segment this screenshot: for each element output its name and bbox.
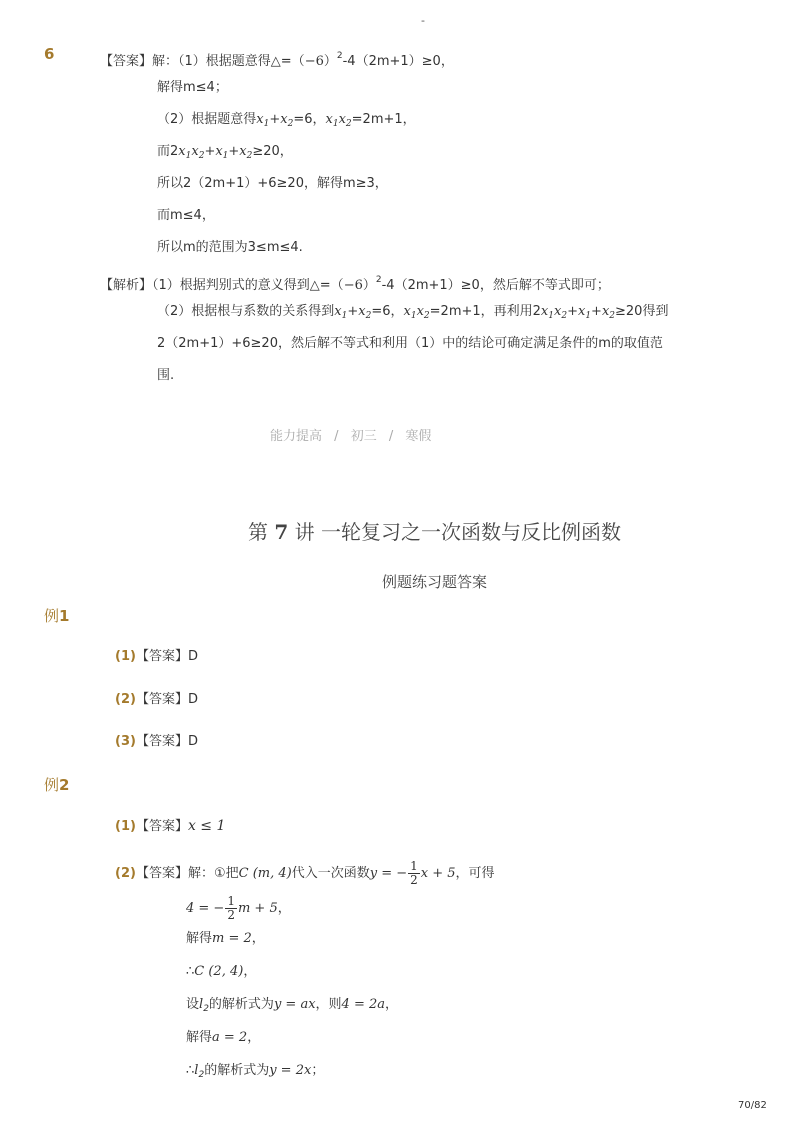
item-number: (2) bbox=[115, 692, 136, 707]
answer-line-6: 而m≤4， bbox=[157, 208, 215, 223]
math-x1x2: $x_1x_2$ bbox=[325, 112, 352, 129]
footer-part-2: 初三 bbox=[350, 429, 377, 444]
denominator: 2 bbox=[227, 908, 235, 922]
footer-separator: / bbox=[334, 429, 339, 444]
denominator: 2 bbox=[410, 873, 418, 887]
math: x + 5 bbox=[420, 866, 456, 881]
math: −6 bbox=[304, 54, 324, 69]
example-2-item-2-line-2 bbox=[186, 895, 291, 922]
text: 例 bbox=[44, 607, 60, 625]
answer-value: D bbox=[187, 692, 198, 707]
answer-line-4 bbox=[157, 142, 293, 166]
answer-line-1 bbox=[100, 46, 454, 72]
subscript: 2 bbox=[203, 1004, 209, 1014]
answer-line-2: 解得m≤4； bbox=[157, 80, 228, 95]
text: 代入一次函数 bbox=[291, 866, 370, 881]
example-2-item-1 bbox=[115, 816, 225, 837]
text: =2m+1，再利用2 bbox=[429, 304, 541, 319]
numerator: 1 bbox=[227, 894, 235, 908]
text: =2m+1， bbox=[351, 112, 416, 127]
text: ， bbox=[247, 1030, 261, 1045]
text: ） bbox=[362, 278, 376, 293]
answer-tag: 【答案】 bbox=[135, 866, 188, 881]
math-x1-plus-x2: $x_1+x_2$ bbox=[256, 112, 294, 129]
page-number: 70/82 bbox=[738, 1100, 767, 1111]
superscript: 2 bbox=[375, 275, 382, 285]
footer-separator: / bbox=[388, 429, 394, 444]
answer-value: D bbox=[187, 734, 198, 749]
example-number: 2 bbox=[59, 776, 70, 794]
answer-value: x ≤ 1 bbox=[187, 818, 226, 834]
item-number: (2) bbox=[115, 866, 136, 881]
example-number: 1 bbox=[59, 607, 70, 625]
text: （1）根据判别式的意义得到△=（ bbox=[152, 278, 344, 293]
text: ， bbox=[385, 997, 399, 1012]
answer-tag: 【答案】 bbox=[135, 734, 188, 749]
fraction bbox=[408, 860, 420, 887]
text: ∴ bbox=[186, 964, 195, 979]
footer-part-1: 能力提高 bbox=[270, 429, 323, 444]
analysis-tag: 【解析】 bbox=[100, 278, 153, 293]
text: 解得 bbox=[186, 931, 213, 946]
text: 设 bbox=[186, 997, 200, 1012]
text: ， bbox=[251, 931, 265, 946]
math: y = − bbox=[369, 866, 408, 881]
math-expression: $x_1x_2+x_1+x_2$ bbox=[540, 304, 616, 321]
math-x1x2: $x_1x_2$ bbox=[403, 304, 430, 321]
text: 解得 bbox=[186, 1030, 213, 1045]
example-2-item-2-line-6 bbox=[186, 1028, 260, 1048]
math: C (2, 4) bbox=[194, 964, 244, 979]
answer-tag: 【答案】 bbox=[135, 692, 188, 707]
text: ，则 bbox=[315, 997, 342, 1012]
math: a = 2 bbox=[212, 1030, 248, 1045]
math: −6 bbox=[343, 278, 363, 293]
answer-tag: 【答案】 bbox=[135, 649, 188, 664]
example-2-item-2-line-4 bbox=[186, 962, 256, 982]
text: ，可得 bbox=[455, 866, 495, 881]
math-expression: $x_1x_2+x_1+x_2$ bbox=[178, 144, 253, 161]
text: ∴ bbox=[186, 1063, 195, 1078]
text: 例 bbox=[44, 776, 60, 794]
text: 的解析式为 bbox=[208, 997, 274, 1012]
example-2-item-2-line-5 bbox=[186, 995, 398, 1019]
subscript: 2 bbox=[198, 1070, 205, 1080]
text: （2）根据题意得 bbox=[157, 112, 257, 127]
text: -4（2m+1）≥0， bbox=[342, 54, 454, 69]
text: 第 bbox=[248, 520, 268, 544]
math: m + 5 bbox=[237, 901, 278, 916]
text: ≥20得到 bbox=[615, 304, 669, 319]
text: 讲 一轮复习之一次函数与反比例函数 bbox=[294, 520, 621, 544]
text: ， bbox=[277, 901, 291, 916]
text: （2）根据根与系数的关系得到 bbox=[157, 304, 335, 319]
example-2-item-2-line-7 bbox=[186, 1061, 324, 1085]
text: =6， bbox=[293, 112, 326, 127]
math-x1-plus-x2: $x_1+x_2$ bbox=[334, 304, 372, 321]
text: ） bbox=[323, 54, 337, 69]
math: y = ax bbox=[273, 997, 316, 1012]
analysis-line-3: 2（2m+1）+6≥20，然后解不等式和利用（1）中的结论可确定满足条件的m的取值范 bbox=[157, 336, 663, 351]
lecture-title bbox=[248, 516, 621, 545]
text: 的解析式为 bbox=[204, 1063, 270, 1078]
analysis-line-4: 围. bbox=[157, 368, 175, 383]
text: 而2 bbox=[157, 144, 179, 159]
example-2-item-2-line-1 bbox=[115, 860, 495, 887]
fraction bbox=[225, 895, 237, 922]
math: y = 2x bbox=[269, 1063, 312, 1078]
text: 解：①把 bbox=[187, 866, 239, 881]
answer-tag: 【答案】 bbox=[135, 819, 188, 834]
math: l bbox=[199, 997, 204, 1012]
answer-line-5: 所以2（2m+1）+6≥20，解得m≥3， bbox=[157, 176, 388, 191]
item-number: (3) bbox=[115, 734, 136, 749]
top-mark: - bbox=[421, 14, 425, 27]
math: 4 = 2a bbox=[341, 997, 385, 1012]
item-number: (1) bbox=[115, 819, 136, 834]
question-number: 6 bbox=[44, 45, 55, 63]
example-1-item-3 bbox=[115, 732, 198, 752]
answer-line-7: 所以m的范围为3≤m≤4. bbox=[157, 240, 303, 255]
example-1-item-2 bbox=[115, 690, 198, 710]
text: 解：（1）根据题意得△=（ bbox=[152, 54, 305, 69]
text: ， bbox=[243, 964, 257, 979]
text: ； bbox=[311, 1063, 325, 1078]
answer-tag: 【答案】 bbox=[100, 54, 153, 69]
answer-line-3 bbox=[157, 110, 416, 134]
text: =6， bbox=[371, 304, 404, 319]
analysis-line-1 bbox=[100, 270, 610, 296]
example-2-item-2-line-3 bbox=[186, 929, 265, 949]
example-1-heading bbox=[44, 605, 69, 626]
footer-part-3: 寒假 bbox=[405, 429, 432, 444]
math: l bbox=[194, 1063, 199, 1078]
numerator: 1 bbox=[410, 859, 418, 873]
example-1-item-1 bbox=[115, 647, 198, 667]
math: 4 = − bbox=[186, 901, 225, 916]
analysis-line-2 bbox=[157, 302, 668, 326]
example-2-heading bbox=[44, 774, 69, 795]
text: -4（2m+1）≥0，然后解不等式即可； bbox=[381, 278, 610, 293]
math: m = 2 bbox=[212, 931, 252, 946]
math: C (m, 4) bbox=[238, 866, 292, 881]
page-footer bbox=[270, 425, 431, 444]
lecture-subtitle: 例题练习题答案 bbox=[382, 573, 488, 591]
answer-value: D bbox=[187, 649, 198, 664]
item-number: (1) bbox=[115, 649, 136, 664]
lecture-number: 7 bbox=[274, 520, 289, 544]
superscript: 2 bbox=[336, 51, 343, 61]
text: ≥20， bbox=[252, 144, 293, 159]
